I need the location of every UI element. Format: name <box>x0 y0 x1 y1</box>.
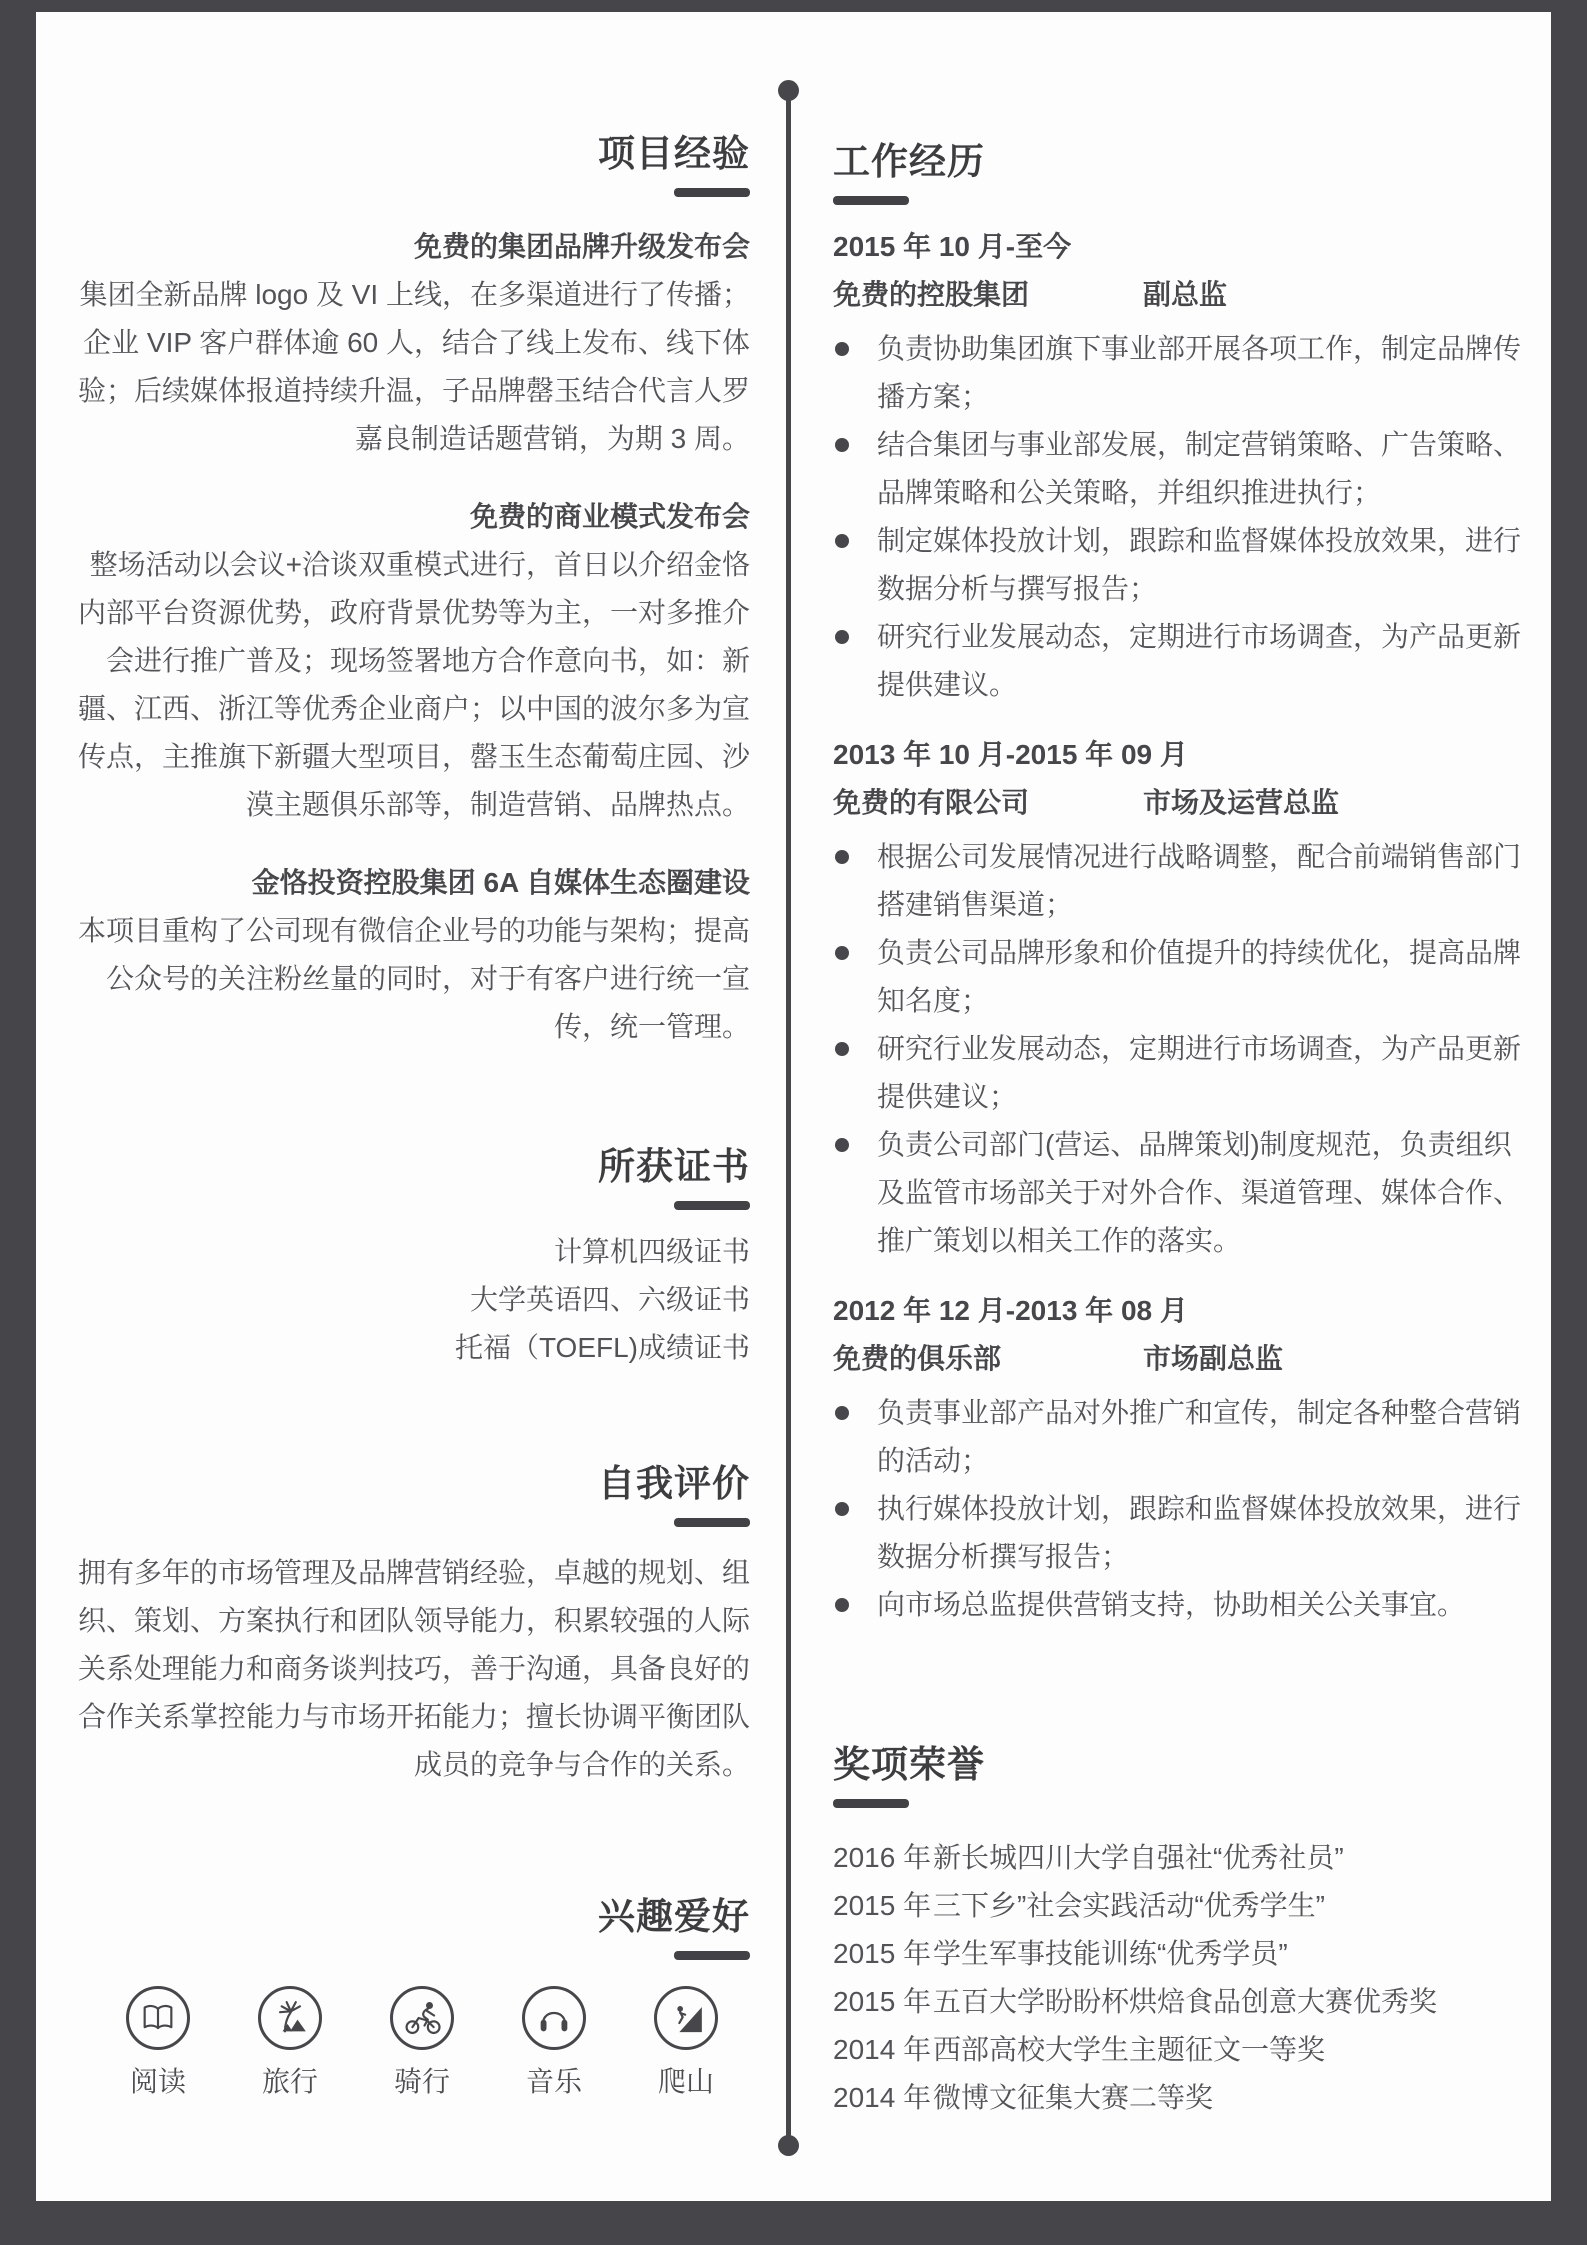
job-duty-text: 结合集团与事业部发展，制定营销策略、广告策略、品牌策略和公关策略，并组织推进执行； <box>877 429 1522 508</box>
job-duty-text: 制定媒体投放计划，跟踪和监督媒体投放效果，进行数据分析与撰写报告； <box>877 525 1522 604</box>
job-duty <box>833 1025 1533 1121</box>
award-year: 2014 年 <box>833 2034 932 2065</box>
hobby-label: 爬山 <box>657 2066 714 2097</box>
cycling-icon <box>390 1986 454 2050</box>
job-period: 2012 年 12 月-2013 年 08 月 <box>833 1295 1188 1326</box>
palm-tree-icon <box>258 1986 322 2050</box>
hobby-climbing <box>654 1986 718 2098</box>
headphones-icon <box>522 1986 586 2050</box>
hobby-label: 音乐 <box>525 2066 582 2097</box>
bullet-dot-icon <box>835 1138 849 1152</box>
job-duties-list <box>833 325 1533 709</box>
bullet-dot-icon <box>835 1042 849 1056</box>
project-title: 免费的商业模式发布会 <box>469 501 750 532</box>
award-item <box>833 2074 1533 2122</box>
awards-list <box>833 1834 1533 2122</box>
job-entry <box>833 223 1533 709</box>
certificate-item: 大学英语四、六级证书 <box>469 1284 750 1315</box>
bullet-dot-icon <box>835 946 849 960</box>
job-header <box>833 271 1533 319</box>
job-role: 市场及运营总监 <box>1143 787 1340 818</box>
job-duty-text: 负责公司部门(营运、品牌策划)制度规范，负责组织及监管市场部关于对外合作、渠道管理、媒体合作、推广策划以相关工作的落实。 <box>877 1129 1522 1256</box>
self-evaluation-heading: 自我评价 <box>598 1463 750 1504</box>
section-projects-header <box>62 130 750 197</box>
job-duty <box>833 833 1533 929</box>
timeline-divider <box>786 90 791 2145</box>
hobby-cycling <box>390 1986 454 2098</box>
award-item <box>833 2026 1533 2074</box>
left-column <box>62 12 750 2098</box>
bullet-dot-icon <box>835 438 849 452</box>
bullet-dot-icon <box>835 534 849 548</box>
bullet-dot-icon <box>835 630 849 644</box>
job-entry <box>833 731 1533 1265</box>
section-certificates-header <box>62 1143 750 1210</box>
self-evaluation-text: 拥有多年的市场管理及品牌营销经验，卓越的规划、组织、策划、方案执行和团队领导能力，积累较强的人际关系处理能力和商务谈判技巧，善于沟通，具备良好的合作关系掌控能力与市场开拓能力；擅长协调平衡团队成员的竞争与合作的关系。 <box>77 1557 750 1780</box>
job-header <box>833 779 1533 827</box>
hobby-reading <box>126 1986 190 2098</box>
section-self-evaluation-header <box>62 1460 750 1527</box>
job-company: 免费的有限公司 <box>833 787 1030 818</box>
job-header <box>833 1335 1533 1383</box>
hobby-music <box>522 1986 586 2098</box>
heading-underline <box>674 1201 750 1210</box>
section-hobbies-header <box>62 1893 750 1960</box>
job-duty <box>833 613 1533 709</box>
project-title: 免费的集团品牌升级发布会 <box>413 231 750 262</box>
certificate-item: 计算机四级证书 <box>553 1236 750 1267</box>
job-duty-text: 执行媒体投放计划，跟踪和监督媒体投放效果，进行数据分析撰写报告； <box>877 1493 1522 1572</box>
award-item <box>833 1882 1533 1930</box>
job-duty <box>833 929 1533 1025</box>
certificates-heading: 所获证书 <box>598 1146 750 1187</box>
award-text: 五百大学盼盼杯烘焙食品创意大赛优秀奖 <box>933 1986 1438 2017</box>
job-duty <box>833 1581 1533 1629</box>
award-item <box>833 1834 1533 1882</box>
job-company: 免费的控股集团 <box>833 279 1030 310</box>
bullet-dot-icon <box>835 1598 849 1612</box>
award-text: 学生军事技能训练“优秀学员” <box>933 1938 1288 1969</box>
timeline-dot-bottom <box>778 2135 799 2156</box>
job-duty <box>833 325 1533 421</box>
certificates-list <box>62 1228 750 1372</box>
heading-underline <box>674 188 750 197</box>
heading-underline <box>674 1951 750 1960</box>
project-description: 集团全新品牌 logo 及 VI 上线，在多渠道进行了传播；企业 VIP 客户群体逾 60 人，结合了线上发布、线下体验；后续媒体报道持续升温，子品牌罄玉结合代言人罗嘉良制造话题营销，为期 3 周。 <box>77 279 750 454</box>
award-item <box>833 1930 1533 1978</box>
award-text: 三下乡”社会实践活动“优秀学生” <box>933 1890 1325 1921</box>
bullet-dot-icon <box>835 342 849 356</box>
section-work-header <box>833 138 1533 205</box>
hobby-label: 阅读 <box>129 2066 186 2097</box>
job-duty <box>833 1121 1533 1265</box>
project-item <box>62 493 750 829</box>
award-text: 微博文征集大赛二等奖 <box>933 2082 1214 2113</box>
work-heading: 工作经历 <box>833 141 985 182</box>
award-year: 2015 年 <box>833 1890 932 1921</box>
project-item <box>62 859 750 1051</box>
hobbies-heading: 兴趣爱好 <box>598 1896 750 1937</box>
job-duty <box>833 1485 1533 1581</box>
award-year: 2015 年 <box>833 1938 932 1969</box>
section-awards-header <box>833 1741 1533 1808</box>
awards-heading: 奖项荣誉 <box>833 1744 985 1785</box>
award-item <box>833 1978 1533 2026</box>
project-description: 本项目重构了公司现有微信企业号的功能与架构；提高公众号的关注粉丝量的同时，对于有客户进行统一宣传，统一管理。 <box>77 915 750 1042</box>
award-text: 西部高校大学生主题征文一等奖 <box>933 2034 1326 2065</box>
job-entry <box>833 1287 1533 1629</box>
bullet-dot-icon <box>835 850 849 864</box>
job-duty-text: 根据公司发展情况进行战略调整，配合前端销售部门搭建销售渠道； <box>877 841 1522 920</box>
job-duty-text: 负责协助集团旗下事业部开展各项工作，制定品牌传播方案； <box>877 333 1522 412</box>
hobbies-row <box>62 1986 750 2098</box>
job-duties-list <box>833 1389 1533 1629</box>
heading-underline <box>833 1799 909 1808</box>
hobby-label: 旅行 <box>261 2066 318 2097</box>
job-company: 免费的俱乐部 <box>833 1343 1002 1374</box>
heading-underline <box>674 1518 750 1527</box>
bullet-dot-icon <box>835 1502 849 1516</box>
job-period: 2015 年 10 月-至今 <box>833 231 1072 262</box>
job-duty-text: 向市场总监提供营销支持，协助相关公关事宜。 <box>877 1589 1466 1620</box>
award-year: 2014 年 <box>833 2082 932 2113</box>
project-title: 金恪投资控股集团 6A 自媒体生态圈建设 <box>251 867 750 898</box>
bullet-dot-icon <box>835 1406 849 1420</box>
hobby-travel <box>258 1986 322 2098</box>
award-text: 新长城四川大学自强社“优秀社员” <box>933 1842 1344 1873</box>
award-year: 2015 年 <box>833 1986 932 2017</box>
job-duty-text: 研究行业发展动态，定期进行市场调查，为产品更新提供建议； <box>877 1033 1522 1112</box>
hobby-label: 骑行 <box>393 2066 450 2097</box>
job-duty <box>833 1389 1533 1485</box>
job-duty-text: 负责事业部产品对外推广和宣传，制定各种整合营销的活动； <box>877 1397 1522 1476</box>
right-column <box>833 12 1533 2122</box>
job-role: 副总监 <box>1143 279 1228 310</box>
job-duty <box>833 421 1533 517</box>
book-icon <box>126 1986 190 2050</box>
heading-underline <box>833 196 909 205</box>
job-duty-text: 研究行业发展动态，定期进行市场调查，为产品更新提供建议。 <box>877 621 1522 700</box>
projects-heading: 项目经验 <box>598 133 750 174</box>
resume-sheet <box>36 12 1551 2201</box>
job-role: 市场副总监 <box>1143 1343 1284 1374</box>
award-year: 2016 年 <box>833 1842 932 1873</box>
job-duties-list <box>833 833 1533 1265</box>
job-period: 2013 年 10 月-2015 年 09 月 <box>833 739 1188 770</box>
project-description: 整场活动以会议+洽谈双重模式进行，首日以介绍金恪内部平台资源优势，政府背景优势等为主，一对多推介会进行推广普及；现场签署地方合作意向书，如：新疆、江西、浙江等优秀企业商户；以中国的波尔多为宣传点，主推旗下新疆大型项目，罄玉生态葡萄庄园、沙漠主题俱乐部等，制造营销、品牌热点。 <box>77 549 750 820</box>
job-duty <box>833 517 1533 613</box>
climbing-icon <box>654 1986 718 2050</box>
certificate-item: 托福（TOEFL)成绩证书 <box>454 1332 750 1363</box>
job-duty-text: 负责公司品牌形象和价值提升的持续优化，提高品牌知名度； <box>877 937 1522 1016</box>
project-item <box>62 223 750 463</box>
